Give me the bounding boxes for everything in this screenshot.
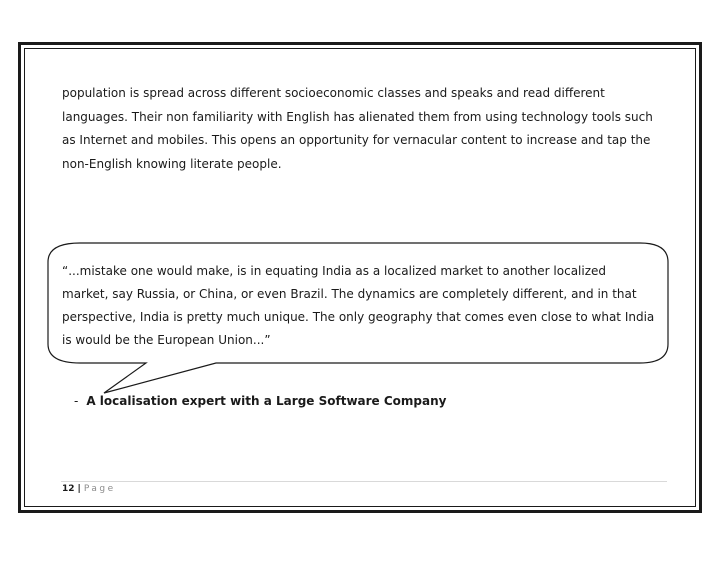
quote-text: “...mistake one would make, is in equating India as a localized market to another localized market, say Russia, or China, or even Brazil. The dynamics are completely different, and in that perspective, India is pretty much unique. The only geography that comes even close to what India is would be the European Union...” (62, 264, 655, 347)
page-footer (62, 483, 116, 495)
body-paragraph: population is spread across different socioeconomic classes and speaks and read different languages. Their non familiarity with English has alienated them from using technology tools such as Internet and mobiles. This opens an opportunity for vernacular content to increase and tap the non-English knowing literate people. (62, 86, 653, 171)
footer-rule (61, 481, 667, 482)
page-label: Page (83, 484, 116, 494)
footer-separator: | (77, 484, 81, 494)
quote-attribution (74, 394, 446, 408)
attribution-dash: - (74, 394, 79, 408)
page-number: 12 (62, 484, 75, 494)
attribution-text: A localisation expert with a Large Software Company (86, 394, 447, 408)
